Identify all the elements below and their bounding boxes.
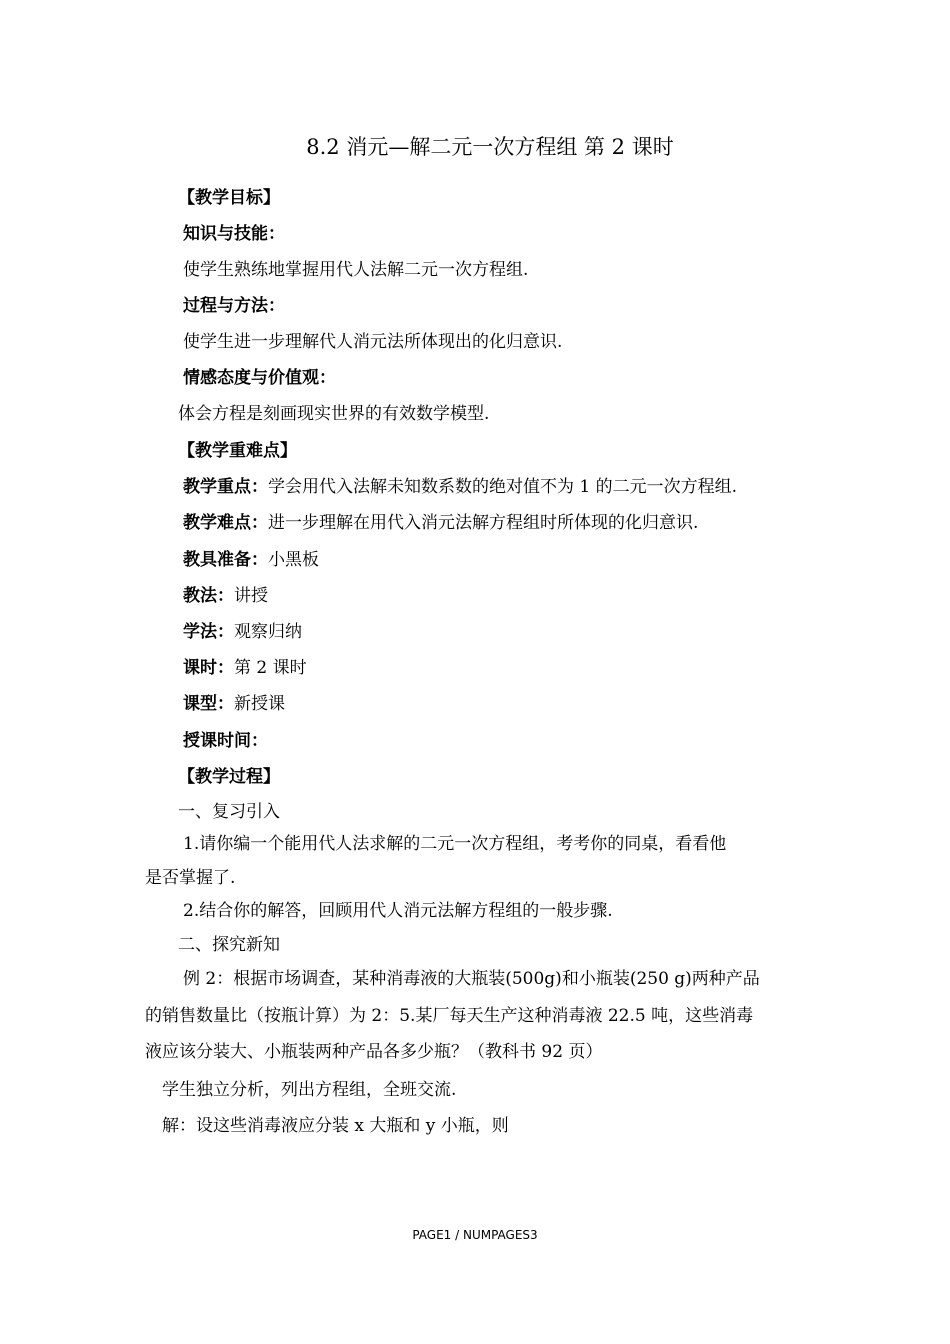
section-explore: 二、探究新知 (178, 935, 280, 955)
type-line (183, 692, 285, 716)
type-label: 课型： (183, 694, 234, 714)
section-review: 一、复习引入 (178, 802, 280, 822)
item1-line2: 是否掌握了. (145, 868, 236, 888)
period-text: 第 2 课时 (234, 658, 307, 678)
example-line3: 液应该分装大、小瓶装两种产品各多少瓶？（教科书 92 页） (145, 1042, 603, 1062)
focus-label: 教学重点： (183, 477, 268, 497)
focus-line (183, 475, 737, 499)
tools-label: 教具准备： (183, 550, 268, 570)
emotion-label: 情感态度与价值观： (183, 368, 336, 388)
method-line (183, 584, 268, 608)
knowledge-text: 使学生熟练地掌握用代人法解二元一次方程组. (183, 260, 529, 280)
document-title: 8.2 消元—解二元一次方程组 第 2 课时 (306, 135, 674, 159)
student-line: 学生独立分析，列出方程组，全班交流. (162, 1080, 457, 1100)
keypoints-heading: 【教学重难点】 (178, 441, 297, 461)
learning-text: 观察归纳 (234, 622, 302, 642)
item1-line1: 1.请你编一个能用代人法求解的二元一次方程组，考考你的同桌，看看他 (183, 834, 727, 854)
type-text: 新授课 (234, 694, 285, 714)
example-line2: 的销售数量比（按瓶计算）为 2：5.某厂每天生产这种消毒液 22.5 吨，这些消毒 (145, 1006, 754, 1026)
method-text: 讲授 (234, 586, 268, 606)
period-line (183, 656, 307, 680)
method-label: 教法： (183, 586, 234, 606)
period-label: 课时： (183, 658, 234, 678)
tools-text: 小黑板 (268, 550, 319, 570)
difficulty-text: 进一步理解在用代入消元法解方程组时所体现的化归意识. (268, 513, 699, 533)
emotion-text: 体会方程是刻画现实世界的有效数学模型. (178, 404, 490, 424)
page-footer: PAGE1 / NUMPAGES3 (412, 1228, 538, 1242)
learning-line (183, 620, 302, 644)
example-line1: 例 2：根据市场调查，某种消毒液的大瓶装(500g)和小瓶装(250 g)两种产品 (183, 969, 760, 989)
difficulty-line (183, 511, 698, 535)
process-text: 使学生进一步理解代人消元法所体现出的化归意识. (183, 332, 563, 352)
difficulty-label: 教学难点： (183, 513, 268, 533)
focus-text: 学会用代入法解未知数系数的绝对值不为 1 的二元一次方程组. (268, 477, 738, 497)
time-label: 授课时间： (183, 731, 268, 751)
tools-line (183, 548, 319, 572)
process-label: 过程与方法： (183, 296, 285, 316)
objectives-heading: 【教学目标】 (178, 188, 280, 208)
knowledge-label: 知识与技能： (183, 224, 285, 244)
process-heading: 【教学过程】 (178, 767, 280, 787)
item2-line: 2.结合你的解答，回顾用代人消元法解方程组的一般步骤. (183, 901, 613, 921)
solution-line: 解：设这些消毒液应分装 x 大瓶和 y 小瓶，则 (162, 1116, 509, 1136)
learning-label: 学法： (183, 622, 234, 642)
